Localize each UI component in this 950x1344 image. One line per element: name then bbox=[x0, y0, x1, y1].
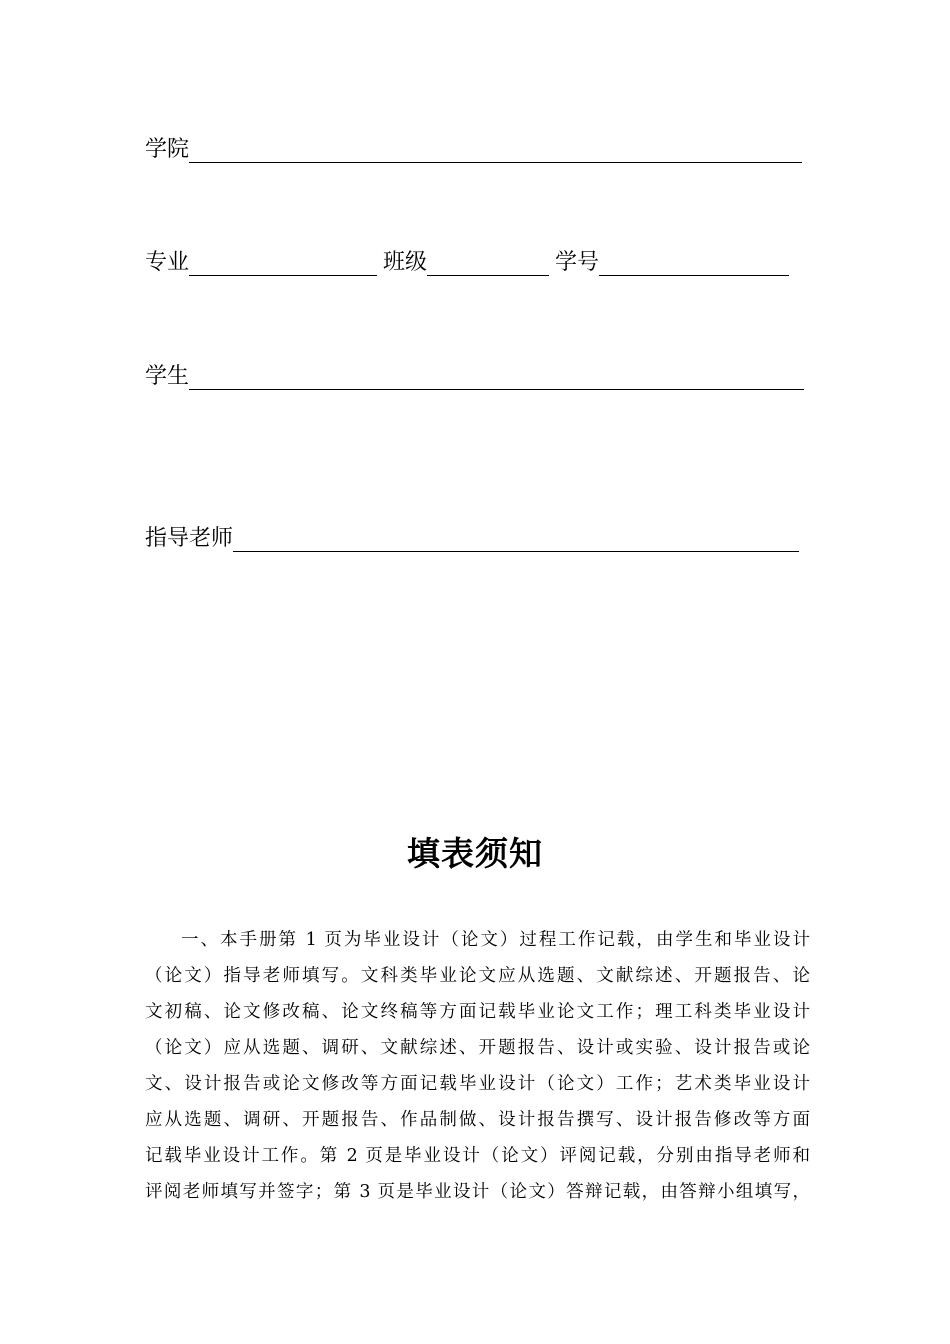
notice-line: 应从选题、调研、开题报告、作品制做、设计报告撰写、设计报告修改等方面 bbox=[145, 1110, 810, 1130]
advisor-input-line[interactable] bbox=[233, 526, 799, 552]
class-input-line[interactable] bbox=[427, 250, 549, 276]
advisor-label: 指导老师 bbox=[145, 526, 234, 551]
student-field-row bbox=[145, 364, 804, 390]
college-field-row bbox=[145, 137, 802, 163]
notice-line: （论文）应从选题、调研、文献综述、开题报告、设计或实验、设计报告或论 bbox=[145, 1038, 810, 1058]
notice-line: （论文）指导老师填写。文科类毕业论文应从选题、文献综述、开题报告、论 bbox=[145, 966, 810, 986]
major-class-id-row bbox=[145, 250, 789, 276]
notice-line: 记载毕业设计工作。第 2 页是毕业设计（论文）评阅记载，分别由指导老师和 bbox=[145, 1146, 810, 1166]
college-label: 学院 bbox=[145, 137, 190, 162]
college-input-line[interactable] bbox=[189, 137, 802, 163]
notice-line: 一、本手册第 1 页为毕业设计（论文）过程工作记载，由学生和毕业设计 bbox=[181, 930, 810, 950]
notice-title: 填表须知 bbox=[407, 834, 543, 873]
major-input-line[interactable] bbox=[189, 250, 377, 276]
student-input-line[interactable] bbox=[189, 364, 804, 390]
student-label: 学生 bbox=[145, 364, 190, 389]
student-id-input-line[interactable] bbox=[599, 250, 789, 276]
major-label: 专业 bbox=[145, 250, 190, 275]
student-id-label: 学号 bbox=[555, 250, 600, 275]
notice-line: 文、设计报告或论文修改等方面记载毕业设计（论文）工作；艺术类毕业设计 bbox=[145, 1074, 810, 1094]
notice-body bbox=[145, 922, 810, 1210]
class-label: 班级 bbox=[383, 250, 428, 275]
notice-line: 文初稿、论文修改稿、论文终稿等方面记载毕业论文工作；理工科类毕业设计 bbox=[145, 1002, 810, 1022]
notice-line: 评阅老师填写并签字；第 3 页是毕业设计（论文）答辩记载，由答辩小组填写， bbox=[145, 1182, 810, 1202]
advisor-field-row bbox=[145, 526, 799, 552]
